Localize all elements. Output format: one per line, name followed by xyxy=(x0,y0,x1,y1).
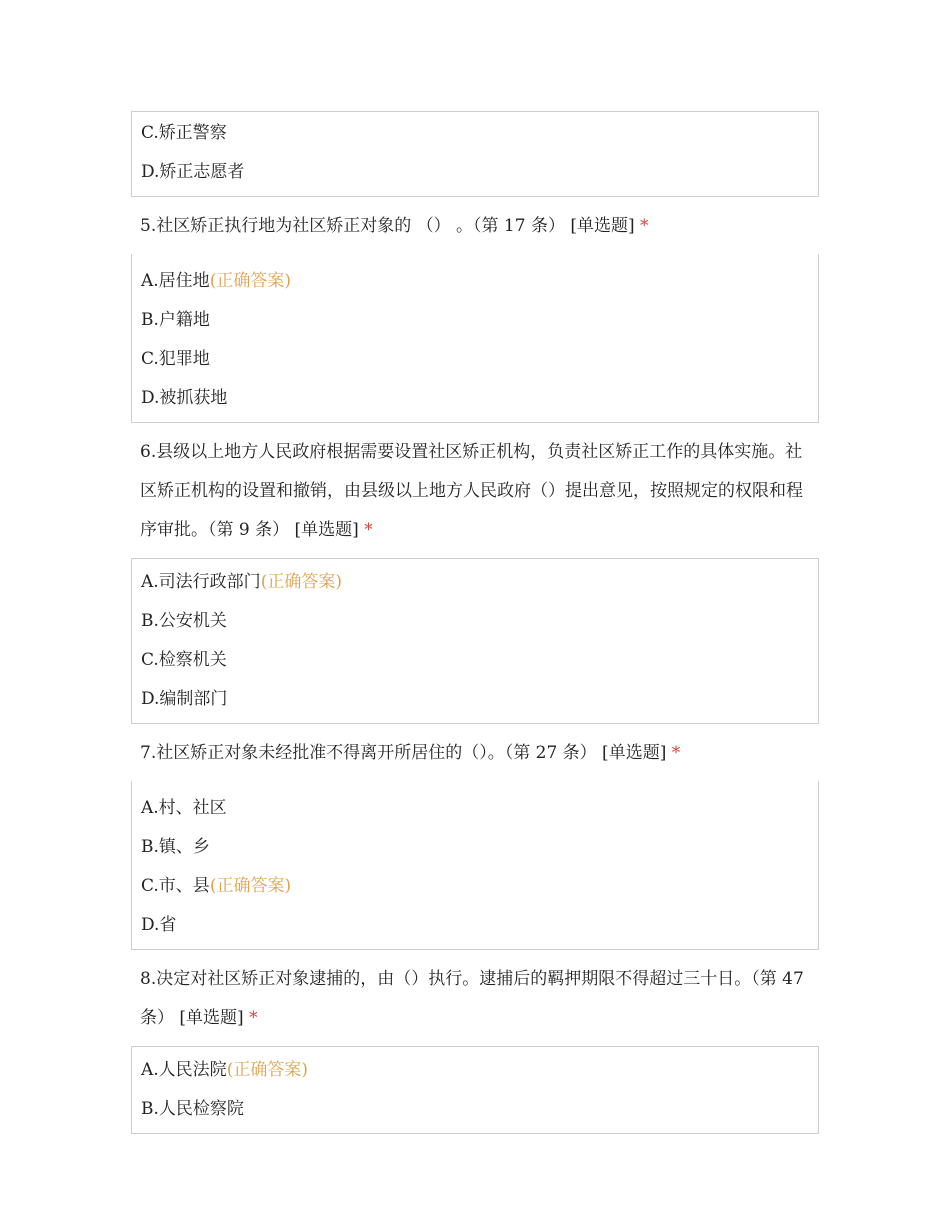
q5-question xyxy=(131,197,811,254)
option-text: D.省 xyxy=(141,915,177,935)
q8-option-a xyxy=(141,1051,818,1090)
correct-answer-label: (正确答案) xyxy=(209,271,291,291)
question-text: 6.县级以上地方人民政府根据需要设置社区矫正机构，负责社区矫正工作的具体实施。社区矫正机构的设置和撤销，由县级以上地方人民政府（）提出意见，按照规定的权限和程序审批。（第 9 条） [单选题] xyxy=(140,442,803,540)
q5-option-b xyxy=(141,301,818,340)
q6-option-b xyxy=(141,602,818,641)
option-text: D.被抓获地 xyxy=(141,388,228,408)
option-text: B.公安机关 xyxy=(141,611,227,631)
option-text: A.村、社区 xyxy=(141,798,227,818)
option-text: D.编制部门 xyxy=(141,689,228,709)
option-text: C.犯罪地 xyxy=(141,349,210,369)
option-text: B.镇、乡 xyxy=(141,837,210,857)
correct-answer-label: (正确答案) xyxy=(226,1060,308,1080)
q8-option-b xyxy=(141,1090,818,1129)
q5-option-c xyxy=(141,340,818,379)
q6-option-d xyxy=(141,680,818,719)
q7-option-a xyxy=(141,789,818,828)
option-text: B.户籍地 xyxy=(141,310,210,330)
q7-option-b xyxy=(141,828,818,867)
q7-options xyxy=(131,781,819,950)
required-mark: * xyxy=(249,1008,258,1028)
questionnaire xyxy=(131,111,819,1134)
q7-question xyxy=(131,724,811,781)
q5-option-a xyxy=(141,262,818,301)
option-text: C.检察机关 xyxy=(141,650,227,670)
required-mark: * xyxy=(640,216,649,236)
question-text: 5.社区矫正执行地为社区矫正对象的 （） 。（第 17 条） [单选题] xyxy=(140,216,635,236)
option-text: C.矫正警察 xyxy=(141,123,227,143)
question-text: 7.社区矫正对象未经批准不得离开所居住的（）。（第 27 条） [单选题] xyxy=(140,743,667,763)
option-text: D.矫正志愿者 xyxy=(141,162,245,182)
option-text: A.居住地 xyxy=(141,271,210,291)
q7-option-c xyxy=(141,867,818,906)
option-text: B.人民检察院 xyxy=(141,1099,244,1119)
option-text: C.市、县 xyxy=(141,876,210,896)
q4-option-d xyxy=(141,153,818,192)
correct-answer-label: (正确答案) xyxy=(260,572,342,592)
q5-option-d xyxy=(141,379,818,418)
q6-options xyxy=(131,558,819,724)
q8-options xyxy=(131,1046,819,1134)
q5-options xyxy=(131,254,819,423)
q4-option-c xyxy=(141,114,818,153)
q6-option-c xyxy=(141,641,818,680)
q8-question xyxy=(131,950,811,1046)
q7-option-d xyxy=(141,906,818,945)
required-mark: * xyxy=(671,743,681,763)
option-text: A.司法行政部门 xyxy=(141,572,261,592)
required-mark: * xyxy=(364,520,373,540)
q4-options xyxy=(131,111,819,197)
question-text: 8.决定对社区矫正对象逮捕的，由（）执行。逮捕后的羁押期限不得超过三十日。（第 47 条） [单选题] xyxy=(140,969,804,1028)
q6-question xyxy=(131,423,811,558)
q6-option-a xyxy=(141,563,818,602)
correct-answer-label: (正确答案) xyxy=(209,876,292,896)
option-text: A.人民法院 xyxy=(141,1060,227,1080)
